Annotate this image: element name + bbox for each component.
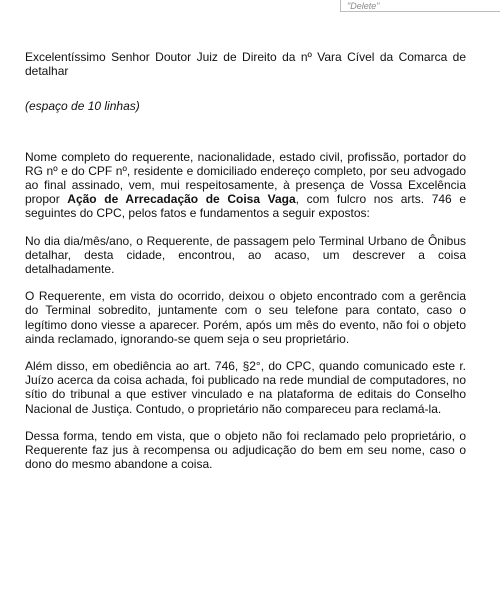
court-address: Excelentíssimo Senhor Doutor Juiz de Direito da nº Vara Cível da Comarca de detalhar	[25, 50, 466, 79]
facts-paragraph-1: No dia dia/mês/ano, o Requerente, de passagem pelo Terminal Urbano de Ônibus detalhar, desta cidade, encontrou, ao acaso, um descrever a coisa detalhadamente.	[25, 233, 466, 277]
intro-text: Nome completo do requerente, nacionalidade, estado civil, profissão, portador do RG nº e do CPF nº, residente e domiciliado endereço completo, por seu advogado ao final assinado, vem, mui respeitosamente, à presença de Vossa Excelência propor	[25, 149, 466, 207]
action-title: Ação de Arrecadação de Coisa Vaga	[67, 192, 296, 207]
spacer-note: (espaço de 10 linhas)	[25, 99, 140, 114]
document-body	[25, 50, 466, 471]
intro-text-end: , com fulcro nos arts. 746 e seguintes do CPC, pelos fatos e fundamentos a seguir expostos:	[25, 192, 466, 221]
facts-paragraph-4: Dessa forma, tendo em vista, que o objeto não foi reclamado pelo proprietário, o Requerente faz jus à recompensa ou adjudicação do bem em seu nome, caso o dono do mesmo abandone a coisa.	[25, 428, 466, 472]
facts-paragraph-2: O Requerente, em vista do ocorrido, deixou o objeto encontrado com a gerência do Terminal sobredito, juntamente com o seu telefone para contato, caso o legítimo dono viesse a aparecer. Porém, após um mês do evento, não foi o objeto ainda reclamado, ignorando-se quem seja o seu proprietário.	[25, 289, 466, 346]
top-toolbar	[0, 0, 500, 13]
facts-paragraph-3: Além disso, em obediência ao art. 746, §2°, do CPC, quando comunicado este r. Juízo acerca da coisa achada, foi publicado na rede mundial de computadores, no sítio do tribunal a que estiver vinculado e na plataforma de editais do Conselho Nacional de Justiça. Contudo, o proprietário não compareceu para reclamá-la.	[25, 359, 466, 416]
delete-field[interactable]: "Delete"	[340, 0, 500, 12]
petition-intro	[25, 150, 466, 221]
